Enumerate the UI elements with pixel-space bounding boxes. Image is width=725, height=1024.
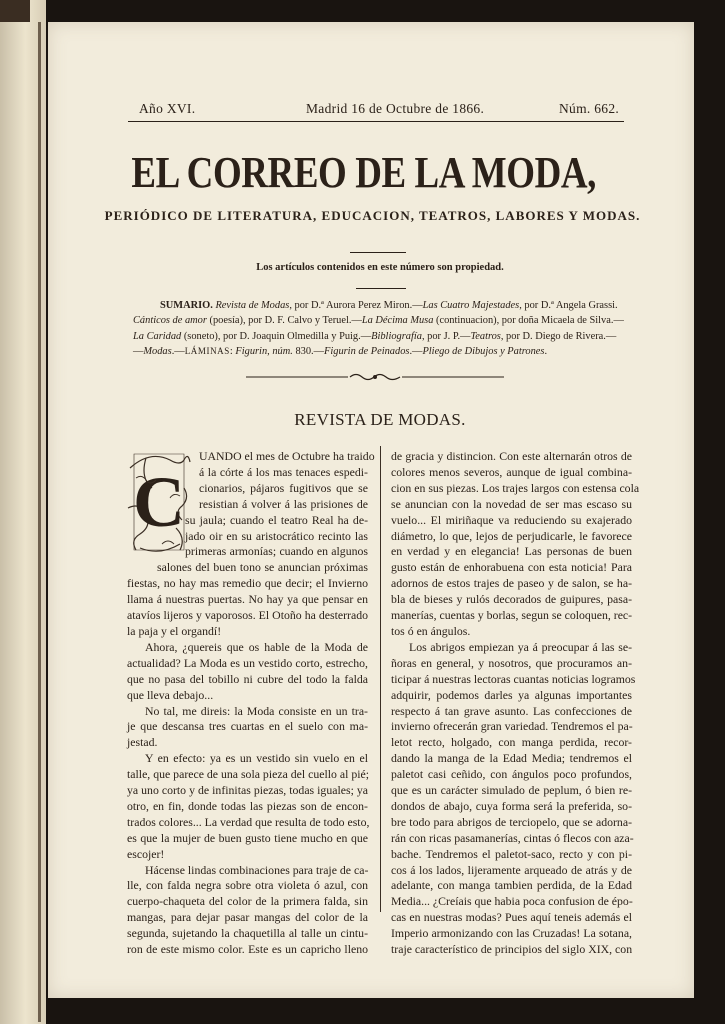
summary-line: SUMARIO. Revista de Modas, por D.ª Aurora Perez Miron.—Las Cuatro Majestades, por D.ª Angela Grassi.	[160, 300, 618, 311]
summary-line: La Caridad (soneto), por D. Joaquin Olmedilla y Puig.—Bibliografía, por J. P.—Teatros, por D. Diego de Rivera.—	[133, 330, 617, 342]
article-line: bache. Tendremos el paletot-saco, recto y con pi-	[391, 846, 632, 861]
article-line: mangas, para dejar pasar mangas del color de la	[127, 910, 368, 925]
article-line: rán con ricas pasamanerías, cintas ó flecos con aza-	[391, 830, 634, 845]
gutter-shadow	[38, 22, 41, 1022]
article-line: ya uno corto y de infinitas piezas, todas iguales; ya	[127, 783, 368, 798]
article-line: resistian á volver á las prisiones de	[199, 496, 368, 511]
article-line: cas en nuestras modas? Pues aquí teneis además el	[391, 910, 632, 925]
issue-year: Año XVI.	[139, 101, 196, 116]
article-line: la paja y el organdí!	[127, 623, 222, 638]
article-line: paletot casi ceñido, con ángulos poco profundos,	[391, 767, 632, 782]
article-line: llama á nuestras puertas. No hay ya que pensar en	[127, 592, 368, 607]
article-line: jado oir en su aristocrático recinto las	[185, 528, 368, 543]
article-line: diámetro, lo que, lejos de perjudicarle, le favorece	[391, 528, 632, 543]
article-line: lle, con falda negra sobre otra violeta ó azul, con	[127, 878, 368, 893]
article-line: á la córte á los mas tenaces espedi-	[199, 464, 368, 479]
article-line: traje característico de principios del siglo XIX, con	[391, 942, 633, 957]
article-line: Media... ¿Creíais que habia poca confusion de épo-	[391, 894, 633, 909]
article-line: bre todo para abrigos de terciopelo, que se adorna-	[391, 814, 632, 829]
article-line: cos á los lados, lijeramente arqueado de atrás y de	[391, 862, 632, 877]
article-line: colores menos severos, aunque de igual combina-	[391, 464, 632, 479]
article-line: Imperio armonizando con las Cruzadas! La sotana,	[391, 926, 632, 941]
article-line: vuelo... El miriñaque va reduciendo su exajerado	[391, 512, 632, 527]
ornamental-divider	[246, 372, 504, 382]
article-line: se anuncian con la novedad de ser mas escaso su	[391, 496, 632, 511]
summary-block	[133, 298, 625, 360]
article-line: tos ó en ángulos.	[391, 623, 471, 638]
summary-line: —Modas.—LÁMINAS: Figurin, núm. 830.—Figurin de Peinados.—Pliego de Dibujos y Patrones.	[133, 346, 548, 358]
article-line: fiestas, no hay mas remedio que decir; el Invierno	[127, 576, 368, 591]
article-line: que es un carácter simulado de peplum, ó bien re-	[391, 783, 632, 798]
article-line: No tal, me direis: la Moda consiste en un tra-	[145, 703, 368, 718]
article-line: que lleva debajo...	[127, 687, 214, 702]
issue-number: Núm. 662.	[559, 101, 620, 116]
article-line: actualidad? La Moda es un vestido corto, estrecho,	[127, 655, 368, 670]
article-line: gusto están de enhorabuena con esta noticia! Para	[391, 560, 632, 575]
article-line: segunda, sujetando la chaquetilla al talle un cintu-	[127, 926, 368, 941]
article-line: cuerpo-chaqueta del color de la primera falda, sin	[127, 894, 368, 909]
article-line: atavíos lijeros y vaporosos. El Otoño ha desterrado	[127, 608, 368, 623]
article-line: cionarios, pájaros fugitivos que se	[199, 480, 368, 495]
article-line: Ahora, ¿quereis que os hable de la Moda de	[145, 639, 368, 654]
article-line: ticipar á nuestras lectoras cuantas noticias logramos	[391, 671, 636, 686]
article-line: adelante, con manga tambien perdida, de la Edad	[391, 878, 632, 893]
article-line: adquirir, podemos darles ya algunas importantes	[391, 687, 632, 702]
article-line: escojer!	[127, 846, 165, 861]
article-line: letot recto, holgado, con manga perdida, recor-	[391, 735, 632, 750]
article-left-column	[127, 449, 375, 958]
article-line: invierno ofrecerán gran variedad. Tendremos el pa-	[391, 719, 633, 734]
article-line: que no pasa del tobillo ni cubre del todo la falda	[127, 671, 368, 686]
article-line: ñoras en general, y nosotros, que procuramos an-	[391, 655, 632, 670]
article-line: Hácense lindas combinaciones para traje de ca-	[145, 862, 369, 877]
column-divider	[380, 446, 381, 912]
article-line: es que la mujer de buen gusto tiene mucho en que	[127, 830, 368, 845]
summary-line: Cánticos de amor (poesía), por D. F. Calvo y Teruel.—La Décima Musa (continuacion), por doña Micaela de Silva.—	[133, 315, 624, 327]
article-line: ron de este mismo color. Este es un capricho lleno	[127, 942, 368, 957]
article-line: talle, que parece de una sola pieza del cuello al pié;	[127, 767, 370, 782]
issue-date: Madrid 16 de Octubre de 1866.	[306, 101, 485, 116]
summary-label: SUMARIO.	[160, 300, 213, 311]
article-line: adornos de estos trajes de paseo y de salon, se ha-	[391, 576, 632, 591]
article-line: de gracia y distincion. Con este alternarán otros de	[391, 449, 632, 463]
article-line: primeras armonías; cuando en algunos	[185, 544, 368, 559]
article-right-column	[391, 449, 640, 958]
masthead-subtitle: PERIÓDICO DE LITERATURA, EDUCACION, TEATROS, LABORES Y MODAS.	[104, 208, 641, 223]
article-line: bla de bieses y rulós decorados de guipures, pasa-	[391, 592, 632, 607]
dropcap-letter: C	[133, 462, 185, 542]
article-line: dando la manga de la Edad Media; tendremos el	[391, 751, 632, 766]
article-line: dondos de abajo, cuya forma será la preferida, so-	[391, 798, 632, 813]
article-line: respecto á tan grave asunto. Las confecciones de	[391, 703, 632, 718]
header-rule	[128, 121, 624, 122]
short-rule-2	[356, 288, 406, 289]
article-line: en verdad y en elegancia! Las personas de buen	[391, 544, 632, 559]
article-line: salones del buen tono se anuncian próximas	[157, 560, 368, 575]
article-line: Los abrigos empiezan ya á preocupar á las se-	[409, 639, 632, 654]
article-line: je que descansa tres cuartas en el suelo con ma-	[127, 719, 368, 734]
book-spine	[0, 0, 46, 1024]
article-line: manerías, cuentas y borlas, segun se coloquen, rec-	[391, 608, 633, 623]
article-line: jestad.	[127, 735, 158, 750]
article-line: cion en sus piezas. Los trajes largos con estensa cola	[391, 480, 640, 495]
property-notice: Los artículos contenidos en este número son propiedad.	[256, 262, 504, 273]
article-title: REVISTA DE MODAS.	[294, 410, 466, 429]
article-line: Y en efecto: ya es un vestido sin vuelo en el	[145, 751, 368, 766]
spine-label	[0, 0, 30, 22]
article-line: trados colores... La verdad que resulta de todo esto,	[127, 814, 370, 829]
article-line: UANDO el mes de Octubre ha traido	[199, 449, 375, 463]
article-line: otro, en fin, donde todas las piezas son de encon-	[127, 798, 368, 813]
masthead-title: EL CORREO DE LA MODA,	[131, 148, 596, 197]
article-line: su jaula; cuando el teatro Real ha de-	[185, 512, 368, 527]
short-rule-1	[350, 252, 406, 253]
